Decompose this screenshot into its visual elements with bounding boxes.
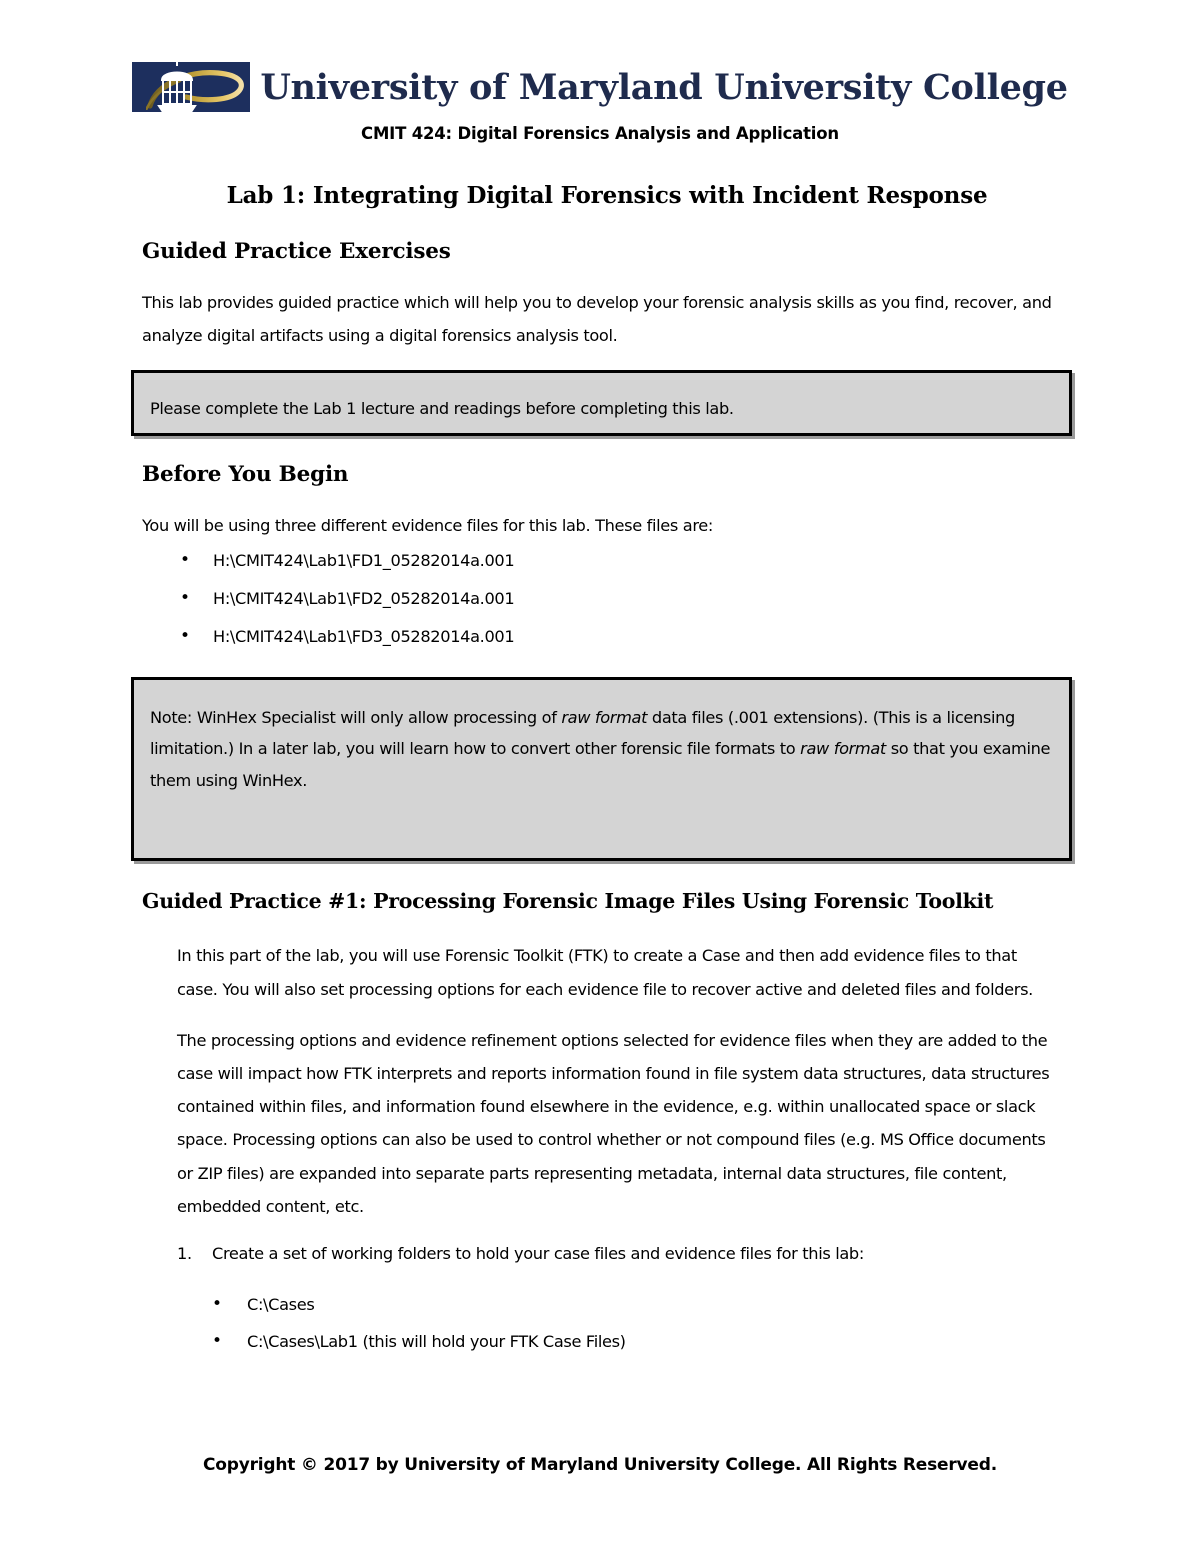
evidence-file-list [142,548,1072,662]
note-part-1: Note: WinHex Specialist will only allow processing of [150,707,562,727]
callout-text-prerequisite: Please complete the Lab 1 lecture and readings before completing this lab. [150,399,734,419]
working-folder-list [212,1293,1072,1368]
lighthouse-lantern-icon [154,54,200,118]
document-header [0,58,1200,143]
list-item: • C:\Cases [212,1293,1072,1330]
list-item: • C:\Cases\Lab1 (this will hold your FTK Case Files) [212,1330,1072,1367]
step-text: Create a set of working folders to hold your case files and evidence files for this lab: [212,1243,864,1263]
list-item: • H:\CMIT424\Lab1\FD1_05282014a.001 [142,548,1072,586]
numbered-step-item [142,1241,1072,1368]
document-body [142,182,1072,1367]
heading-guided-practice-exercises: Guided Practice Exercises [142,239,451,264]
intro-paragraph: This lab provides guided practice which will help you to develop your forensic analysis skills as you find, recover, and analyze digital artifacts using a digital forensics analysis tool. [142,293,1052,346]
course-subtitle: CMIT 424: Digital Forensics Analysis and Application [361,124,839,143]
logo-row [0,58,1200,116]
guided-practice-1-paragraph-1: In this part of the lab, you will use Forensic Toolkit (FTK) to create a Case and then add evidence files to that case. You will also set processing options for each evidence file to recover active and deleted files and folders. [177,946,1033,999]
list-item: • H:\CMIT424\Lab1\FD2_05282014a.001 [142,586,1072,624]
note-italic-raw-format-2: raw format [800,739,886,759]
callout-text-winhex-note [134,680,1069,859]
umuc-lighthouse-logo-icon [132,62,250,112]
university-wordmark: University of Maryland University College [260,66,1068,108]
note-part-3: so that you examine them using WinHex. [150,739,1051,790]
guided-practice-1-paragraph-2: The processing options and evidence refinement options selected for evidence files when they are added to the case will impact how FTK interprets and reports information found in file system data structures, data structures contained within files, and information found elsewhere in the evidence, e.g. within unallocated space or slack space. Processing options can also be used to control whether or not compound files (e.g. MS Office documents or ZIP files) are expanded into separate parts representing metadata, internal data structures, file content, embedded content, etc. [177,1030,1050,1216]
lab-title: Lab 1: Integrating Digital Forensics with Incident Response [226,182,988,209]
callout-box-lab-prerequisite [131,370,1072,436]
callout-box-winhex-note [131,677,1072,862]
step-number: 1. [177,1243,192,1263]
note-part-2: data files (.001 extensions). (This is a licensing limitation.) In a later lab, you will learn how to convert other forensic file formats to [150,707,1015,759]
heading-before-you-begin: Before You Begin [142,462,349,487]
footer-copyright: Copyright © 2017 by University of Maryland University College. All Rights Reserved. [203,1455,997,1475]
guided-practice-1-steps [142,1241,1072,1368]
evidence-files-intro: You will be using three different evidence files for this lab. These files are: [142,516,713,535]
note-italic-raw-format-1: raw format [561,707,648,727]
heading-guided-practice-1: Guided Practice #1: Processing Forensic Image Files Using Forensic Toolkit [142,889,994,914]
list-item: • H:\CMIT424\Lab1\FD3_05282014a.001 [142,624,1072,662]
